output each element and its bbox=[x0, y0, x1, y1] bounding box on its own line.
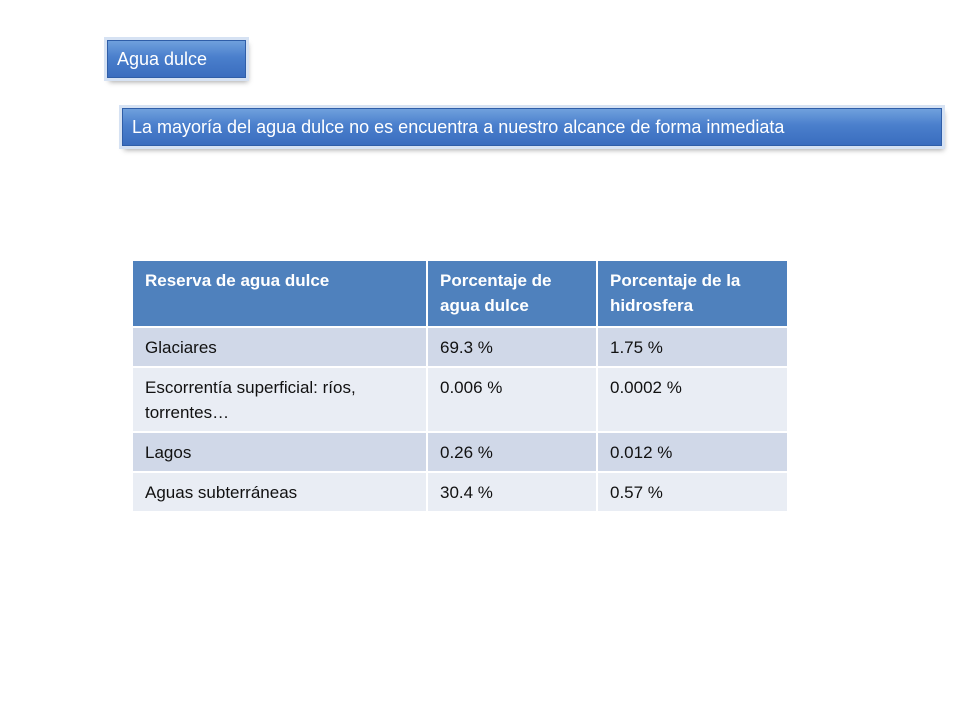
table-header-row bbox=[133, 261, 787, 327]
header-hydrosphere-percent: Porcentaje de la hidrosfera bbox=[597, 261, 787, 327]
table-row bbox=[133, 327, 787, 367]
header-freshwater-percent: Porcentaje de agua dulce bbox=[427, 261, 597, 327]
hydrosphere-percent: 1.75 % bbox=[597, 327, 787, 367]
hydrosphere-percent: 0.0002 % bbox=[597, 367, 787, 432]
table-row bbox=[133, 432, 787, 472]
reserve-name: Lagos bbox=[133, 432, 427, 472]
freshwater-reserves-table bbox=[133, 261, 787, 513]
hydrosphere-percent: 0.012 % bbox=[597, 432, 787, 472]
freshwater-percent: 0.26 % bbox=[427, 432, 597, 472]
freshwater-percent: 30.4 % bbox=[427, 472, 597, 512]
reserve-name: Aguas subterráneas bbox=[133, 472, 427, 512]
table-row bbox=[133, 367, 787, 432]
reserve-name: Escorrentía superficial: ríos, torrentes… bbox=[133, 367, 427, 432]
subtitle-banner: La mayoría del agua dulce no es encuentra a nuestro alcance de forma inmediata bbox=[122, 108, 942, 146]
freshwater-percent: 69.3 % bbox=[427, 327, 597, 367]
header-reserve: Reserva de agua dulce bbox=[133, 261, 427, 327]
table-row bbox=[133, 472, 787, 512]
hydrosphere-percent: 0.57 % bbox=[597, 472, 787, 512]
freshwater-percent: 0.006 % bbox=[427, 367, 597, 432]
page-title: Agua dulce bbox=[107, 40, 246, 78]
reserve-name: Glaciares bbox=[133, 327, 427, 367]
